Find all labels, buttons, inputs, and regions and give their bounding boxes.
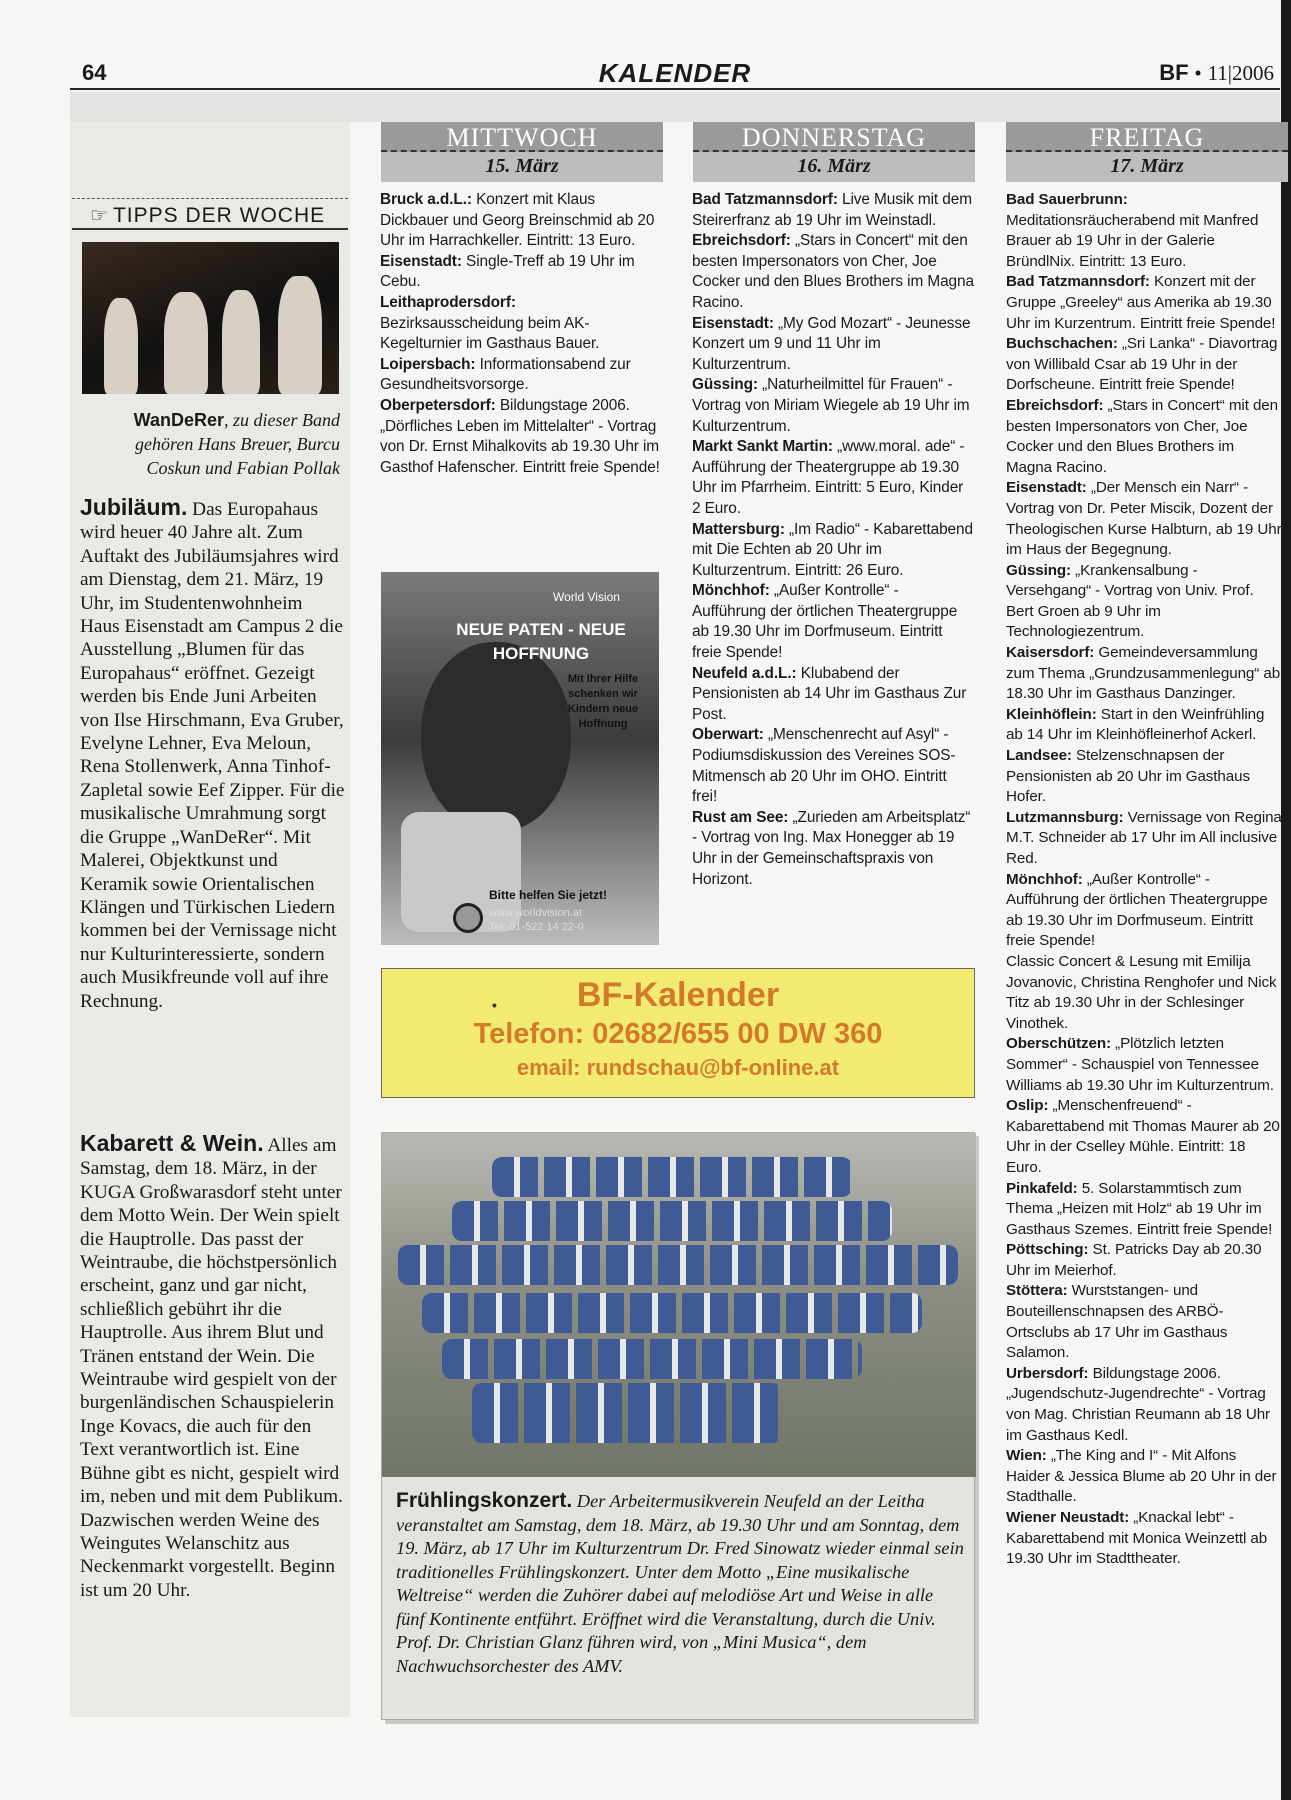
event-entry bbox=[1006, 561, 1282, 643]
event-text: „Im Radio“ - Kabarettabend mit Die Echten ab 20 Uhr im Kulturzentrum. Eintritt: 26 Euro. bbox=[692, 520, 973, 579]
bullet-dot: • bbox=[492, 997, 497, 1013]
event-entry bbox=[1006, 1446, 1282, 1508]
event-place: Lutzmannsburg: bbox=[1006, 808, 1124, 826]
event-place: Güssing: bbox=[1006, 561, 1072, 579]
day-name: DONNERSTAG bbox=[693, 122, 975, 152]
event-entry bbox=[1006, 808, 1282, 870]
event-entry bbox=[692, 190, 974, 231]
choir-photo bbox=[382, 1133, 976, 1477]
header-band bbox=[70, 92, 1280, 122]
event-text: „Sri Lanka“ - Diavortrag von Willibald Csar ab 19 Uhr in der Dorfscheune. Eintritt freie Spende! bbox=[1006, 335, 1278, 394]
event-place: Wiener Neustadt: bbox=[1006, 1509, 1130, 1526]
event-entry bbox=[1006, 1281, 1282, 1363]
event-entry bbox=[380, 293, 660, 355]
event-entry bbox=[692, 664, 974, 726]
event-entry bbox=[1006, 396, 1282, 478]
issue-number: 11|2006 bbox=[1207, 61, 1274, 85]
page-number: 64 bbox=[82, 60, 107, 85]
event-entry bbox=[1006, 705, 1282, 746]
event-text: Gemeindeversammlung zum Thema „Grundzusammenlegung“ ab 18.30 Uhr im Gasthaus Danzinger. bbox=[1006, 644, 1281, 703]
event-text: Klubabend der Pensionisten ab 14 Uhr im Gasthaus Zur Post. bbox=[692, 664, 967, 723]
choir-heading: Frühlingskonzert. bbox=[396, 1489, 573, 1512]
ad-subline: Mit Ihrer Hilfe schenken wir Kindern neue Hoffnung bbox=[567, 673, 639, 730]
events-thursday bbox=[692, 190, 974, 890]
event-entry bbox=[1006, 643, 1282, 705]
event-place: Bad Tatzmannsdorf: bbox=[1006, 273, 1150, 291]
caption-band-name: WanDeRer bbox=[133, 410, 224, 430]
event-place: Ebreichsdorf: bbox=[1006, 396, 1104, 414]
event-text: „The King and I“ - Mit Alfons Haider & Jessica Blume ab 20 Uhr in der Stadthalle. bbox=[1006, 1447, 1277, 1506]
event-text: „Plötzlich letzten Sommer“ - Schauspiel von Tennessee Williams ab 19.30 Uhr im Kulturzentrum. bbox=[1006, 1035, 1274, 1094]
event-entry bbox=[1006, 1364, 1282, 1446]
bf-email: email: rundschau@bf-online.at bbox=[516, 1055, 840, 1080]
event-entry bbox=[380, 355, 660, 396]
event-entry bbox=[692, 437, 974, 519]
event-text: „Menschenfreuend“ - Kabarettabend mit Thomas Maurer ab 20 Uhr in der Cselley Mühle. Eintritt: 18 Euro. bbox=[1006, 1097, 1280, 1176]
event-place: Eisenstadt: bbox=[380, 252, 462, 270]
event-text: Bildungstage 2006. „Jugendschutz-Jugendrechte“ - Vortrag von Mag. Christian Reumann ab 18 Uhr im Gasthaus Kedl. bbox=[1006, 1364, 1271, 1444]
events-friday bbox=[1006, 190, 1282, 1570]
event-entry bbox=[1006, 1096, 1282, 1178]
event-entry bbox=[692, 520, 974, 582]
choir-caption bbox=[396, 1489, 966, 1678]
event-place: Pinkafeld: bbox=[1006, 1179, 1078, 1197]
event-entry bbox=[1006, 746, 1282, 808]
event-place: Oslip: bbox=[1006, 1097, 1049, 1115]
event-text: Konzert mit Klaus Dickbauer und Georg Breinschmid ab 20 Uhr im Harrachkeller. Eintritt: 13 Euro. bbox=[380, 191, 655, 250]
day-header-wednesday bbox=[381, 122, 663, 182]
event-entry bbox=[1006, 952, 1282, 1034]
day-date: 15. März bbox=[485, 155, 559, 177]
event-entry bbox=[692, 375, 974, 437]
event-place: Rust am See: bbox=[692, 808, 789, 826]
event-text: „Der Mensch ein Narr“ - Vortrag von Dr. Peter Miscik, Dozent der Theologischen Kurse Halbturn, ab 19 Uhr im Haus der Begegnung. bbox=[1006, 479, 1282, 559]
event-entry bbox=[692, 725, 974, 807]
ad-contact bbox=[489, 906, 584, 934]
event-entry bbox=[380, 190, 660, 252]
event-text: Bildungstage 2006. „Dörfliches Leben im Mittelalter“ - Vortrag von Dr. Ernst Mihalkovits ab 19.30 Uhr im Gasthof Hafenscher. Eintritt freie Spende! bbox=[380, 396, 660, 476]
band-photo bbox=[82, 242, 339, 394]
event-text: 5. Solarstammtisch zum Thema „Heizen mit Holz“ ab 19 Uhr im Gasthaus Szemes. Eintritt freie Spende! bbox=[1006, 1179, 1273, 1238]
event-place: Bruck a.d.L.: bbox=[380, 191, 472, 208]
bf-kalender-box bbox=[381, 968, 975, 1098]
event-entry bbox=[692, 231, 974, 313]
event-text: „Außer Kontrolle“ - Aufführung der örtlichen Theatergruppe ab 19.30 Uhr im Dorfmuseum. Eintritt freie Spende! bbox=[1006, 870, 1268, 950]
choir-box bbox=[381, 1132, 975, 1720]
event-place: Urbersdorf: bbox=[1006, 1364, 1089, 1382]
article-body: Das Europahaus wird heuer 40 Jahre alt. Zum Auftakt des Jubiläumsjahres wird am Dienstag, dem 21. März, 19 Uhr, im Studentenwohnheim Haus Eisenstadt am Campus 2 die Ausstellung „Blumen für das Europahaus“ eröffnet. Gezeigt werden bis Ende Juni Arbeiten von Ilse Hirschmann, Eva Gruber, Evelyne Lehner, Eva Meloun, Rena Stollenwerk, Anna Tinhof-Zapletal sowie Eef Zipper. Für die musikalische Umrahmung sorgt die Gruppe „WanDeRer“. Mit Malerei, Objektkunst und Keramik sowie Orientalischen Klängen und Türkischen Liedern kommen bei der Vernissage nicht nur Kulturinteressierte, sondern auch Musikfreunde voll auf ihre Rechnung. bbox=[80, 499, 345, 1012]
day-name: FREITAG bbox=[1006, 122, 1288, 152]
event-place: Oberpetersdorf: bbox=[380, 396, 496, 414]
section-title: KALENDER bbox=[598, 58, 752, 88]
article-heading: Jubiläum. bbox=[80, 494, 188, 520]
event-text: „Zurieden am Arbeitsplatz“ - Vortrag von Ing. Max Honegger ab 19 Uhr in der Gemeinschaftspraxis von Horizont. bbox=[692, 808, 971, 888]
issue-info bbox=[1159, 60, 1274, 86]
tips-title: TIPPS DER WOCHE bbox=[112, 204, 326, 227]
event-place: Neufeld a.d.L.: bbox=[692, 664, 797, 682]
event-place: Oberschützen: bbox=[1006, 1035, 1112, 1053]
event-place: Leithaprodersdorf: bbox=[380, 293, 516, 311]
event-place: Güssing: bbox=[692, 376, 758, 394]
event-text: St. Patricks Day ab 20.30 Uhr im Meierhof. bbox=[1006, 1241, 1262, 1279]
event-place: Loipersbach: bbox=[380, 355, 476, 373]
event-entry bbox=[692, 581, 974, 663]
photo-caption bbox=[84, 408, 340, 480]
event-text: „Menschenrecht auf Asyl“ - Podiumsdiskussion des Vereines SOS-Mitmensch ab 20 Uhr im OHO. Eintritt frei! bbox=[692, 726, 956, 806]
event-place: Landsee: bbox=[1006, 747, 1072, 765]
bf-title: BF-Kalender bbox=[576, 976, 780, 1014]
event-entry bbox=[380, 396, 660, 478]
event-text: „Stars in Concert“ mit den besten Impersonators von Cher, Joe Cocker und den Blues Brothers im Magna Racino. bbox=[1006, 396, 1278, 476]
event-text: Informationsabend zur Gesundheitsvorsorge. bbox=[380, 355, 631, 394]
day-date: 16. März bbox=[797, 155, 871, 177]
event-text: Konzert mit der Gruppe „Greeley“ aus Amerika ab 19.30 Uhr im Kurzentrum. Eintritt freie Spende! bbox=[1006, 273, 1276, 332]
brand-label: BF bbox=[1159, 60, 1189, 85]
event-text: Start in den Weinfrühling ab 14 Uhr im Kleinhöfleinerhof Ackerl. bbox=[1006, 705, 1265, 744]
ad-phone: Tel: 01-522 14 22-0 bbox=[489, 921, 584, 933]
event-place: Eisenstadt: bbox=[692, 314, 774, 332]
choir-text: Der Arbeitermusikverein Neufeld an der Leitha veranstaltet am Samstag, dem 18. März, ab 19.30 Uhr und am Sonntag, dem 19. März, ab 17 Uhr im Kulturzentrum Dr. Fred Sinowatz wieder einmal sein traditionelles Frühlingskonzert. Unter dem Motto „Eine musikalische Weltreise“ werden die Zuhörer dabei auf melodiöse Art und Weise in alle fünf Kontinente entführt. Eröffnet wird die Veranstaltung, durch die Univ. Prof. Dr. Christian Glanz führen wird, von „Mini Musica“, dem Nachwuchsorchester des AMV. bbox=[396, 1491, 964, 1676]
event-text: Wurststangen- und Bouteillenschnapsen des ARBÖ-Ortsclubs ab 17 Uhr im Gasthaus Salamon. bbox=[1006, 1282, 1228, 1362]
ad-web: www.worldvision.at bbox=[489, 907, 582, 919]
event-place: Bad Sauerbrunn: bbox=[1006, 191, 1128, 208]
ad-cta: Bitte helfen Sie jetzt! bbox=[489, 888, 608, 902]
event-entry bbox=[1006, 272, 1282, 334]
page-header bbox=[70, 58, 1280, 90]
event-entry bbox=[1006, 1240, 1282, 1281]
caption-text: , zu dieser Band gehören Hans Breuer, Burcu Coskun und Fabian Pollak bbox=[135, 410, 340, 478]
event-place: Kaisersdorf: bbox=[1006, 644, 1095, 662]
event-place: Pöttsching: bbox=[1006, 1241, 1089, 1259]
event-text: „www.moral. ade“ - Aufführung der Theatergruppe ab 19.30 Uhr im Pfarrheim. Eintritt: 5 Euro, Kinder 2 Euro. bbox=[692, 438, 965, 517]
ad-headline: NEUE PATEN - NEUE HOFFNUNG bbox=[456, 620, 626, 663]
event-text: Live Musik mit dem Steirerfranz ab 19 Uhr im Weinstadl. bbox=[692, 191, 972, 229]
event-place: Stöttera: bbox=[1006, 1282, 1068, 1300]
event-entry bbox=[1006, 1179, 1282, 1241]
child-photo bbox=[421, 642, 571, 832]
event-entry bbox=[692, 808, 974, 890]
day-header-friday bbox=[1006, 122, 1288, 182]
event-entry bbox=[1006, 334, 1282, 396]
event-entry bbox=[1006, 1508, 1282, 1570]
event-text: Stelzenschnapsen der Pensionisten ab 20 Uhr im Gasthaus Hofer. bbox=[1006, 747, 1250, 806]
day-name: MITTWOCH bbox=[381, 122, 663, 152]
events-wednesday bbox=[380, 190, 660, 478]
event-text: Vernissage von Regina M.T. Schneider ab 17 Uhr im All inclusive Red. bbox=[1006, 808, 1282, 867]
event-entry bbox=[380, 252, 660, 293]
event-entry bbox=[692, 314, 974, 376]
event-text: Bezirksausscheidung beim AK-Kegelturnier im Gasthaus Bauer. bbox=[380, 314, 600, 353]
event-text: „Stars in Concert“ mit den besten Impersonators von Cher, Joe Cocker und den Blues Brothers im Magna Racino. bbox=[692, 232, 974, 311]
event-place: Markt Sankt Martin: bbox=[692, 438, 833, 456]
event-entry bbox=[1006, 478, 1282, 560]
event-place: Buchschachen: bbox=[1006, 335, 1118, 353]
event-entry bbox=[1006, 870, 1282, 952]
worldvision-logo-icon bbox=[453, 903, 483, 933]
pointing-hand-icon: ☞ bbox=[90, 205, 109, 227]
event-place: Mönchhof: bbox=[692, 582, 770, 600]
event-entry bbox=[1006, 190, 1282, 272]
event-text: „Außer Kontrolle“ - Aufführung der örtlichen Theatergruppe ab 19.30 Uhr im Dorfmuseum. Eintritt freie Spende! bbox=[692, 582, 958, 662]
event-text: Meditationsräucherabend mit Manfred Brauer ab 19 Uhr in der Galerie BründlNix. Eintritt: 13 Euro. bbox=[1006, 211, 1259, 270]
ad-brand: World Vision bbox=[553, 590, 620, 604]
event-place: Bad Tatzmannsdorf: bbox=[692, 191, 838, 208]
page-edge bbox=[1281, 0, 1291, 1800]
day-date: 17. März bbox=[1110, 155, 1184, 177]
event-text: „Knackal lebt“ - Kabarettabend mit Monica Weinzettl ab 19.30 Uhr im Stadttheater. bbox=[1006, 1509, 1268, 1568]
separator: • bbox=[1194, 61, 1202, 85]
worldvision-ad bbox=[381, 572, 659, 945]
event-place: Eisenstadt: bbox=[1006, 479, 1087, 497]
event-place: Ebreichsdorf: bbox=[692, 232, 791, 250]
event-place: Mattersburg: bbox=[692, 520, 785, 538]
event-place: Wien: bbox=[1006, 1447, 1047, 1465]
event-text: „My God Mozart“ - Jeunesse Konzert um 9 und 11 Uhr im Kulturzentrum. bbox=[692, 314, 971, 373]
tips-heading bbox=[72, 198, 348, 230]
bf-phone: Telefon: 02682/655 00 DW 360 bbox=[473, 1018, 883, 1050]
event-place: Oberwart: bbox=[692, 726, 764, 744]
event-place: Kleinhöflein: bbox=[1006, 705, 1097, 723]
day-header-thursday bbox=[693, 122, 975, 182]
article-body: Alles am Samstag, dem 18. März, in der KUGA Großwarasdorf steht unter dem Motto Wein. Der Wein spielt die Hauptrolle. Das passt der Weintraube, die höchstpersönlich erscheint, ganz und gar nicht, schließlich gebührt ihr die Hauptrolle. Aus ihrem Blut und Tränen entstand der Wein. Die Weintraube wird gespielt von der burgenländischen Schauspielerin Inge Kovacs, die auch für den Text verantwortlich ist. Eine Bühne gibt es nicht, gespielt wird im, neben und mit dem Publikum. Dazwischen werden Weine des Weingutes Welanschitz aus Neckenmarkt vorgestellt. Beginn ist um 20 Uhr. bbox=[80, 1135, 343, 1601]
event-text: Single-Treff ab 19 Uhr im Cebu. bbox=[380, 252, 635, 291]
event-text: „Krankensalbung - Versehgang“ - Vortrag von Univ. Prof. Bert Groen ab 9 Uhr im Technologiezentrum. bbox=[1006, 561, 1254, 641]
article-kabarett bbox=[80, 1132, 345, 1602]
event-text: „Naturheilmittel für Frauen“ - Vortrag von Miriam Wiegele ab 19 Uhr im Kulturzentrum. bbox=[692, 376, 970, 435]
event-text: Classic Concert & Lesung mit Emilija Jovanovic, Christina Renghofer und Nick Titz ab 19.30 Uhr in der Schlesinger Vinothek. bbox=[1006, 952, 1277, 1032]
event-place: Mönchhof: bbox=[1006, 870, 1083, 888]
event-entry bbox=[1006, 1034, 1282, 1096]
article-jubilaeum bbox=[80, 496, 345, 1013]
article-heading: Kabarett & Wein. bbox=[80, 1130, 264, 1156]
